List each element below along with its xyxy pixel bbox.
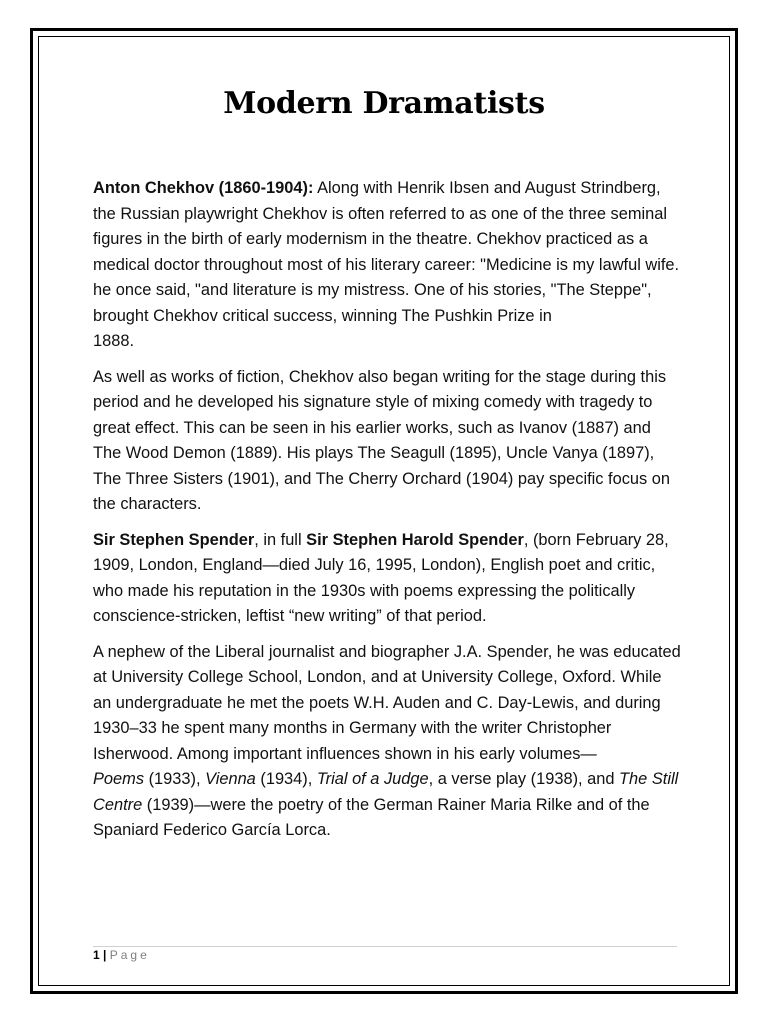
spender-mid: , in full	[254, 530, 307, 549]
paragraph-spender-bio	[93, 640, 683, 844]
paragraph-spender	[93, 528, 683, 630]
spender-text: , (born February 28, 1909, London, England—died July 16, 1995, London), English poet and critic, who made his reputation in the 1930s with poems expressing the politically conscience-stricken, leftist “new writing” of that period.	[93, 530, 669, 625]
footer-separator: |	[99, 948, 110, 962]
chekhov-heading: Anton Chekhov (1860-1904):	[93, 179, 314, 197]
footer-divider	[93, 946, 677, 947]
paragraph-chekhov-plays: As well as works of fiction, Chekhov also began writing for the stage during this period and he developed his signature style of mixing comedy with tragedy to great effect. This can be seen in his earlier works, such as Ivanov (1887) and The Wood Demon (1889). His plays The Seagull (1895), Uncle Vanya (1897), The Three Sisters (1901), and The Cherry Orchard (1904) pay specific focus on the characters.	[93, 367, 670, 513]
page-number: 1	[93, 948, 100, 962]
bio-text-3: (1934),	[255, 770, 317, 788]
spender-name: Sir Stephen Spender	[93, 530, 255, 549]
bio-text-5: (1939)—were the poetry of the German Rainer Maria Rilke and of the Spaniard Federico García Lorca.	[93, 795, 650, 839]
work-poems: Poems	[93, 770, 145, 788]
bio-text-2: (1933),	[144, 770, 206, 788]
document-body	[93, 176, 683, 854]
bio-text-1: A nephew of the Liberal journalist and biographer J.A. Spender, he was educated at University College School, London, and at University College, Oxford. While an undergraduate he met the poets W.H. Auden and C. Day-Lewis, and during 1930–33 he spent many months in Germany with the writer Christopher Isherwood. Among important influences shown in his early volumes—	[93, 642, 681, 763]
page-title: Modern Dramatists	[223, 86, 545, 121]
chekhov-text: Along with Henrik Ibsen and August Strindberg, the Russian playwright Chekhov is often referred to as one of the three seminal figures in the birth of early modernism in the theatre. Chekhov practiced as a medical doctor throughout most of his literary career: "Medicine is my lawful wife. he once said, "and literature is my mistress. One of his stories, "The Steppe", brought Chekhov critical success, winning The Pushkin Prize in	[93, 179, 680, 325]
spender-fullname: Sir Stephen Harold Spender	[306, 530, 524, 549]
work-trial: Trial of a Judge	[316, 770, 429, 788]
paragraph-chekhov	[93, 176, 683, 355]
chekhov-year: 1888.	[93, 332, 135, 350]
work-still-centre: The Still Centre	[93, 770, 679, 814]
page-label: Page	[109, 948, 150, 962]
bio-text-4: , a verse play (1938), and	[428, 770, 620, 788]
work-vienna: Vienna	[205, 770, 256, 788]
page-footer	[93, 948, 150, 962]
